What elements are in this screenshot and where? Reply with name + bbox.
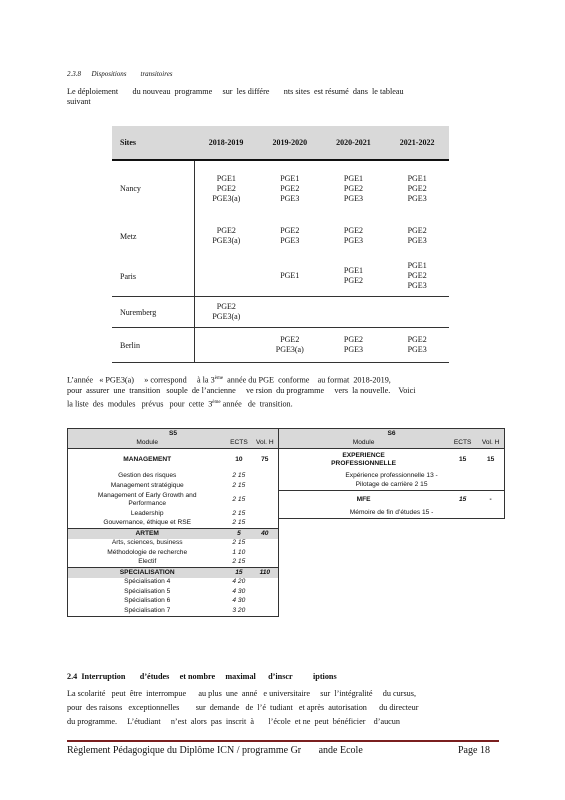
- module-item-name: Spécialisation 4: [68, 578, 227, 588]
- s6-group-volh: -: [477, 491, 504, 509]
- module-item-ects-vol: [226, 548, 278, 558]
- s6-item: Pilotage de carrière 2 15: [279, 481, 505, 491]
- pge3-line-3: la liste des modules prévus pour cette 3ème année de transition.: [67, 399, 293, 409]
- module-item-name: Leadership: [68, 509, 227, 519]
- ects-col-header: ECTS: [448, 439, 477, 449]
- sites-header-cell: Sites: [112, 126, 194, 160]
- module-item-name: Management of Early Growth and Performance: [68, 491, 227, 509]
- site-program-cell: [194, 328, 258, 363]
- s6-empty: [279, 578, 505, 588]
- module-item-name: Electif: [68, 558, 227, 568]
- s6-group-ects: 15: [448, 491, 477, 509]
- module-item-ects-vol: [226, 491, 278, 509]
- module-item-ects: 2: [232, 495, 237, 503]
- module-item-name: Management stratégique: [68, 481, 227, 491]
- module-item-ects: 2: [232, 481, 237, 489]
- module-group-ects: 15: [226, 568, 251, 578]
- site-program-cell: PGE1 PGE2 PGE3(a): [212, 173, 241, 203]
- site-program-cell: PGE2 PGE3: [385, 328, 449, 363]
- module-item-volh: 20: [237, 606, 246, 614]
- section-24-line-2: pour des raisons exceptionnelles sur demande de l’é tudiant et après autorisation du directeur: [67, 703, 419, 712]
- pge3-line-2: pour assurer une transition souple de l’ancienne ve rsion du programme vers la nouvelle. Voici: [67, 386, 416, 395]
- module-item-name: Gouvernance, éthique et RSE: [68, 519, 227, 529]
- module-item-name: Spécialisation 5: [68, 587, 227, 597]
- module-item-ects: 3: [232, 606, 237, 614]
- site-name-cell: Paris: [112, 256, 194, 297]
- site-program-cell: PGE2 PGE3: [407, 226, 427, 245]
- s6-item: Mémoire de fin d’études 15 -: [279, 509, 505, 519]
- module-item-ects-vol: [226, 587, 278, 597]
- site-program-cell: PGE2 PGE3: [280, 226, 300, 245]
- section-heading: 2.3.8 Dispositions transitoires: [67, 70, 173, 78]
- module-group-volh: 75: [251, 449, 278, 472]
- module-item-volh: 15: [237, 519, 246, 527]
- module-group-ects: 5: [226, 529, 251, 539]
- site-program-cell: [194, 256, 258, 297]
- module-item-volh: 15: [237, 509, 246, 517]
- module-item-ects: 2: [232, 509, 237, 517]
- site-program-cell: PGE1 PGE2 PGE3: [407, 173, 427, 203]
- module-item-ects: 4: [232, 587, 237, 595]
- volh-col-header: Vol. H: [251, 439, 278, 449]
- module-item-volh: 15: [237, 481, 246, 489]
- module-item-volh: 15: [237, 558, 246, 566]
- section-24-line-3: du programme. L’étudiant n’est alors pas inscrit à l’école et ne peut bénéficier d’aucun: [67, 717, 400, 726]
- intro-line-1: Le déploiement du nouveau programme sur les différe nts sites est résumé dans le tableau: [67, 87, 404, 96]
- module-item-volh: 15: [237, 495, 246, 503]
- s6-empty: [279, 529, 505, 539]
- sites-table: [112, 126, 449, 363]
- module-item-ects-vol: [226, 481, 278, 491]
- module-item-ects: 4: [232, 597, 237, 605]
- s6-empty: [279, 519, 505, 529]
- module-col-header: Module: [68, 439, 227, 449]
- module-item-ects-vol: [226, 519, 278, 529]
- modules-table: [67, 428, 505, 617]
- site-program-cell: [258, 297, 322, 328]
- site-program-cell: [385, 297, 449, 328]
- site-program-cell: PGE2 PGE3(a): [194, 297, 258, 328]
- module-item-ects: 1: [232, 548, 237, 556]
- module-group-name: ARTEM: [68, 529, 227, 539]
- site-program-cell: PGE1 PGE2: [322, 256, 386, 297]
- module-item-ects-vol: [226, 606, 278, 616]
- module-group-ects: 10: [226, 449, 251, 472]
- ects-col-header: ECTS: [226, 439, 251, 449]
- sites-header-cell: 2020-2021: [322, 126, 386, 160]
- site-name-cell: Metz: [112, 216, 194, 256]
- s6-empty: [279, 606, 505, 616]
- s6-empty: [279, 568, 505, 578]
- site-program-cell: PGE1 PGE2 PGE3: [343, 173, 363, 203]
- s6-group-name: EXPERIENCE PROFESSIONNELLE: [279, 449, 448, 472]
- site-program-cell: PGE2 PGE3(a): [212, 226, 241, 245]
- module-group-name: SPECIALISATION: [68, 568, 227, 578]
- site-program-cell: PGE2 PGE3: [322, 328, 386, 363]
- module-item-volh: 15: [237, 471, 246, 479]
- module-item-name: Gestion des risques: [68, 471, 227, 481]
- sites-header-cell: 2021-2022: [385, 126, 449, 160]
- module-item-ects-vol: [226, 471, 278, 481]
- intro-line-2: suivant: [67, 97, 91, 106]
- module-item-name: Spécialisation 7: [68, 606, 227, 616]
- site-program-cell: [322, 297, 386, 328]
- s6-empty: [279, 548, 505, 558]
- module-item-ects: 2: [232, 471, 237, 479]
- sites-header-cell: 2019-2020: [258, 126, 322, 160]
- module-item-ects-vol: [226, 539, 278, 549]
- s6-item: Expérience professionnelle 13 -: [279, 471, 505, 481]
- volh-col-header: Vol. H: [477, 439, 504, 449]
- section-24-title: 2.4 Interruption d’études et nombre maximal d’inscr iptions: [67, 672, 337, 681]
- s6-empty: [279, 539, 505, 549]
- section-24-line-1: La scolarité peut être interrompue au plus une anné e universitaire sur l’intégralité du cursus,: [67, 689, 416, 698]
- site-name-cell: Nuremberg: [112, 297, 194, 328]
- module-group-volh: 40: [251, 529, 278, 539]
- module-item-ects-vol: [226, 558, 278, 568]
- site-program-cell: PGE1: [258, 256, 322, 297]
- module-item-volh: 10: [237, 548, 246, 556]
- footer-title: Règlement Pédagogique du Diplôme ICN / programme Gr ande Ecole: [67, 745, 363, 756]
- s6-group-ects: 15: [448, 449, 477, 472]
- module-item-ects: 2: [232, 539, 237, 547]
- module-item-volh: 30: [237, 587, 246, 595]
- pge3-line-1: L’année « PGE3(a) » correspond à la 3ème année du PGE conforme au format 2018-2019,: [67, 375, 391, 385]
- module-item-ects: 4: [232, 578, 237, 586]
- module-item-name: Arts, sciences, business: [68, 539, 227, 549]
- s6-group-volh: 15: [477, 449, 504, 472]
- module-item-volh: 15: [237, 539, 246, 547]
- s6-empty: [279, 597, 505, 607]
- s6-empty: [279, 587, 505, 597]
- site-name-cell: Berlin: [112, 328, 194, 363]
- s6-group-name: MFE: [279, 491, 448, 509]
- module-item-volh: 20: [237, 578, 246, 586]
- site-program-cell: PGE1 PGE2 PGE3: [385, 256, 449, 297]
- site-name-cell: Nancy: [112, 160, 194, 216]
- module-group-volh: 110: [251, 568, 278, 578]
- s6-empty: [279, 558, 505, 568]
- sites-header-cell: 2018-2019: [194, 126, 258, 160]
- module-item-name: Spécialisation 6: [68, 597, 227, 607]
- s5-header: S5: [68, 429, 279, 439]
- module-item-ects-vol: [226, 509, 278, 519]
- site-program-cell: PGE2 PGE3: [343, 226, 363, 245]
- site-program-cell: PGE1 PGE2 PGE3: [280, 173, 300, 203]
- module-item-ects: 2: [232, 558, 237, 566]
- module-item-ects-vol: [226, 578, 278, 588]
- page-number: Page 18: [458, 745, 490, 756]
- module-item-ects-vol: [226, 597, 278, 607]
- module-group-name: MANAGEMENT: [68, 449, 227, 472]
- module-item-volh: 30: [237, 597, 246, 605]
- module-item-name: Méthodologie de recherche: [68, 548, 227, 558]
- s6-header: S6: [279, 429, 505, 439]
- footer-rule: [67, 740, 499, 742]
- module-col-header: Module: [279, 439, 448, 449]
- module-item-ects: 2: [232, 519, 237, 527]
- site-program-cell: PGE2 PGE3(a): [258, 328, 322, 363]
